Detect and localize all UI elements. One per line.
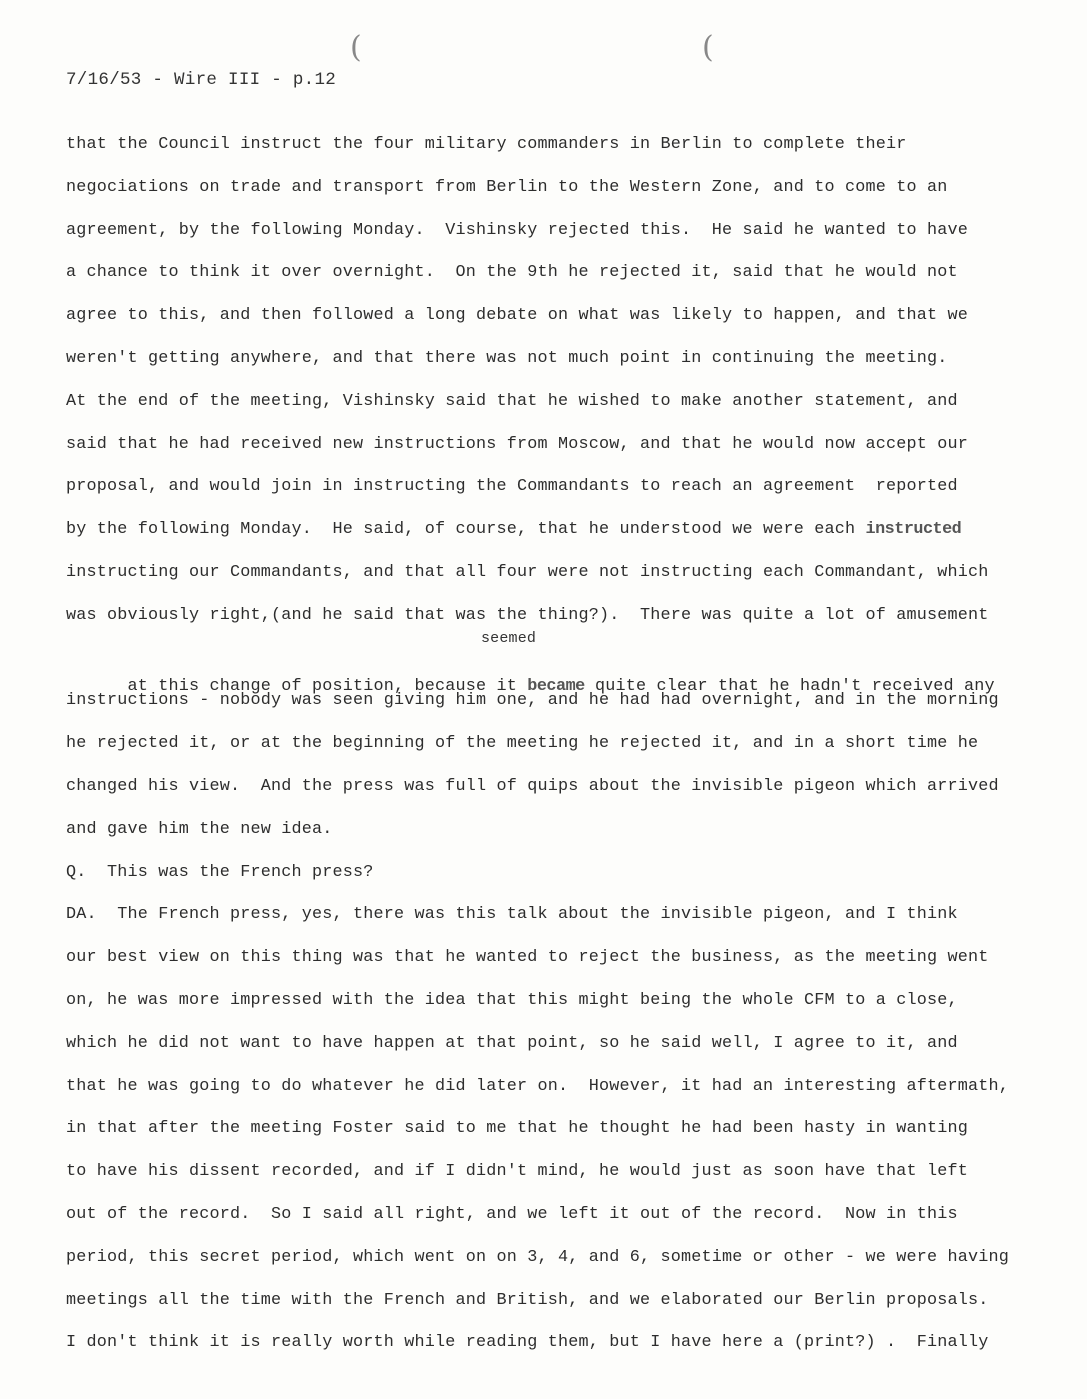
text-line: our best view on this thing was that he wanted to reject the business, as the meeting went	[66, 948, 989, 968]
line-text: quite clear that he hadn't received any	[584, 676, 995, 696]
text-line: negociations on trade and transport from Berlin to the Western Zone, and to come to an	[66, 177, 948, 197]
text-line: meetings all the time with the French and British, and we elaborated our Berlin proposals.	[66, 1290, 989, 1310]
text-line: changed his view. And the press was full of quips about the invisible pigeon which arrived	[66, 776, 999, 796]
line-text: at this change of position, because it	[127, 676, 528, 696]
text-line: agreement, by the following Monday. Vishinsky rejected this. He said he wanted to have	[66, 220, 969, 240]
text-line: instructing our Commandants, and that all four were not instructing each Commandant, which	[66, 562, 989, 582]
text-line: proposal, and would join in instructing the Commandants to reach an agreement reported	[66, 477, 958, 497]
text-line: weren't getting anywhere, and that there was not much point in continuing the meeting.	[66, 348, 948, 368]
punch-hole-mark-left: (	[350, 30, 362, 65]
text-line: said that he had received new instructions from Moscow, and that he would now accept our	[66, 434, 969, 454]
text-line-with-insertion	[66, 629, 1056, 696]
line-text: by the following Monday. He said, of course, that he understood we were each	[66, 520, 866, 540]
text-line: which he did not want to have happen at that point, so he said well, I agree to it, and	[66, 1033, 958, 1053]
answer-line: DA. The French press, yes, there was this talk about the invisible pigeon, and I think	[66, 905, 958, 925]
text-line: that the Council instruct the four military commanders in Berlin to complete their	[66, 135, 907, 154]
transcript-body	[66, 131, 1056, 1372]
text-line: out of the record. So I said all right, and we left it out of the record. Now in this	[66, 1204, 958, 1224]
struck-out-word: instructed	[865, 520, 962, 540]
punch-hole-mark-right: (	[702, 30, 714, 65]
text-line: to have his dissent recorded, and if I didn't mind, he would just as soon have that left	[66, 1162, 969, 1182]
text-line: I don't think it is really worth while reading them, but I have here a (print?) . Finally	[66, 1333, 989, 1353]
text-line: At the end of the meeting, Vishinsky said that he wished to make another statement, and	[66, 391, 958, 411]
text-line: he rejected it, or at the beginning of the meeting he rejected it, and in a short time he	[66, 734, 979, 754]
text-line: a chance to think it over overnight. On the 9th he rejected it, said that he would not	[66, 263, 958, 283]
text-line-with-strikeout	[66, 516, 1056, 559]
text-line: and gave him the new idea.	[66, 819, 333, 839]
text-line: was obviously right,(and he said that was the thing?). There was quite a lot of amusement	[66, 605, 989, 625]
text-line: that he was going to do whatever he did later on. However, it had an interesting aftermath,	[66, 1076, 1010, 1096]
page-header: 7/16/53 - Wire III - p.12	[66, 70, 337, 90]
text-line: agree to this, and then followed a long debate on what was likely to happen, and that we	[66, 306, 969, 326]
text-line: on, he was more impressed with the idea that this might being the whole CFM to a close,	[66, 990, 958, 1010]
question-line: Q. This was the French press?	[66, 862, 374, 882]
text-line: in that after the meeting Foster said to me that he thought he had been hasty in wanting	[66, 1119, 969, 1139]
text-line: period, this secret period, which went on on 3, 4, and 6, sometime or other - we were having	[66, 1247, 1010, 1267]
struck-out-word: became	[527, 676, 585, 696]
text-line: instructions - nobody was seen giving him one, and he had had overnight, and in the morning	[66, 691, 999, 711]
handwritten-insertion: seemed	[481, 629, 537, 647]
